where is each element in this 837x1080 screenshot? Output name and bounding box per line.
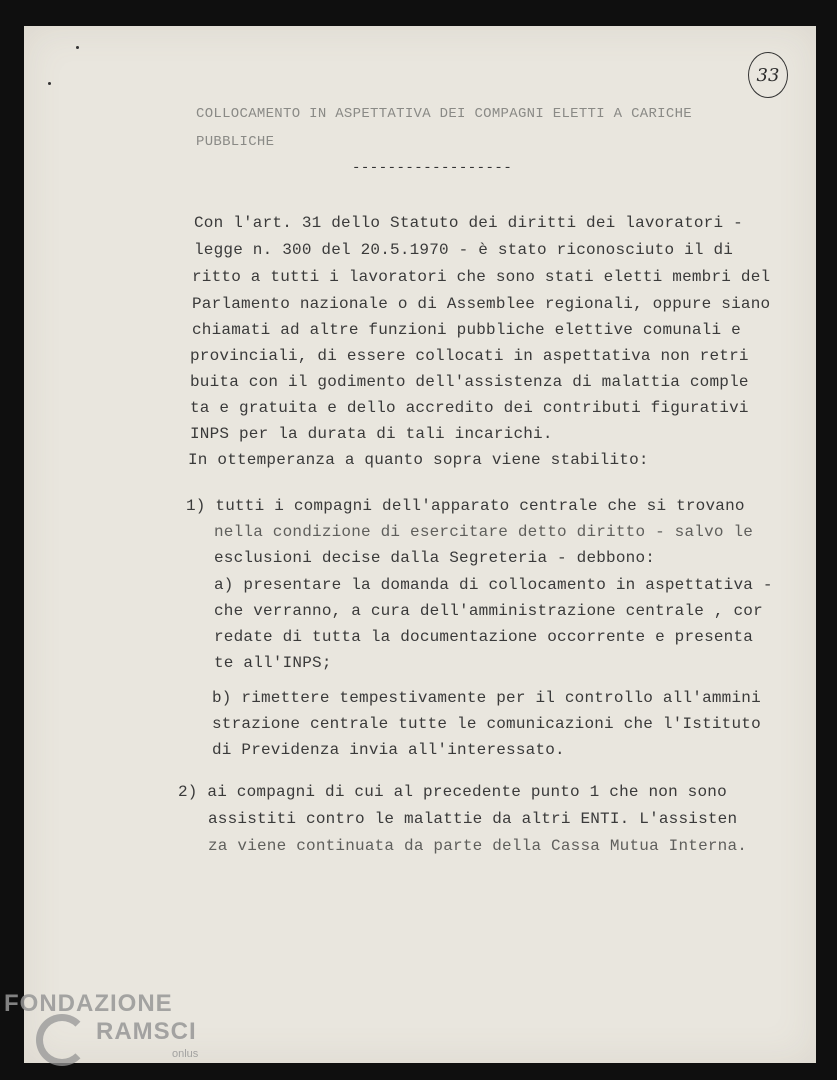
intro-line: ta e gratuita e dello accredito dei contributi figurativi xyxy=(190,399,749,417)
point1-line: a) presentare la domanda di collocamento in aspettativa - xyxy=(214,576,773,594)
point1-line: nella condizione di esercitare detto diritto - salvo le xyxy=(214,523,754,541)
stray-mark xyxy=(76,46,79,49)
watermark-line2: RAMSCI xyxy=(96,1018,197,1045)
point1-line: che verranno, a cura dell'amministrazione centrale , cor xyxy=(214,602,763,620)
intro-line: ritto a tutti i lavoratori che sono stati eletti membri del xyxy=(192,268,771,286)
title-underline-rule: ------------------ xyxy=(352,160,513,176)
document-page xyxy=(24,26,816,1063)
intro-line: Con l'art. 31 dello Statuto dei diritti dei lavoratori - xyxy=(194,214,743,232)
page-number: 33 xyxy=(748,52,788,98)
point1-line: 1) tutti i compagni dell'apparato centrale che si trovano xyxy=(186,497,745,515)
point1-line: strazione centrale tutte le comunicazioni che l'Istituto xyxy=(212,715,761,733)
point1-line: esclusioni decise dalla Segreteria - debbono: xyxy=(214,549,656,567)
intro-line: buita con il godimento dell'assistenza di malattia comple xyxy=(190,373,749,391)
intro-line: provinciali, di essere collocati in aspettativa non retri xyxy=(190,347,749,365)
fondazione-gramsci-watermark xyxy=(4,988,219,1068)
point1-line: di Previdenza invia all'interessato. xyxy=(212,741,565,759)
stray-mark xyxy=(48,82,51,85)
point2-line: assistiti contro le malattie da altri ENTI. L'assisten xyxy=(208,810,738,828)
point2-line: za viene continuata da parte della Cassa Mutua Interna. xyxy=(208,837,748,855)
intro-line: INPS per la durata di tali incarichi. xyxy=(190,425,553,443)
intro-line: legge n. 300 del 20.5.1970 - è stato riconosciuto il di xyxy=(194,241,734,259)
intro-line: Parlamento nazionale o di Assemblee regionali, oppure siano xyxy=(192,295,771,313)
point2-line: 2) ai compagni di cui al precedente punto 1 che non sono xyxy=(178,783,727,801)
document-title: COLLOCAMENTO IN ASPETTATIVA DEI COMPAGNI ELETTI A CARICHE PUBBLICHE xyxy=(196,106,692,150)
intro-line: chiamati ad altre funzioni pubbliche elettive comunali e xyxy=(192,321,741,339)
gramsci-g-logo-icon xyxy=(36,1014,88,1066)
watermark-line3: onlus xyxy=(172,1048,199,1060)
point1-line: te all'INPS; xyxy=(214,654,332,672)
intro-line: In ottemperanza a quanto sopra viene stabilito: xyxy=(188,451,649,469)
point1-line: b) rimettere tempestivamente per il controllo all'ammini xyxy=(212,689,761,707)
point1-line: redate di tutta la documentazione occorrente e presenta xyxy=(214,628,754,646)
watermark-line1: FONDAZIONE xyxy=(4,990,173,1017)
